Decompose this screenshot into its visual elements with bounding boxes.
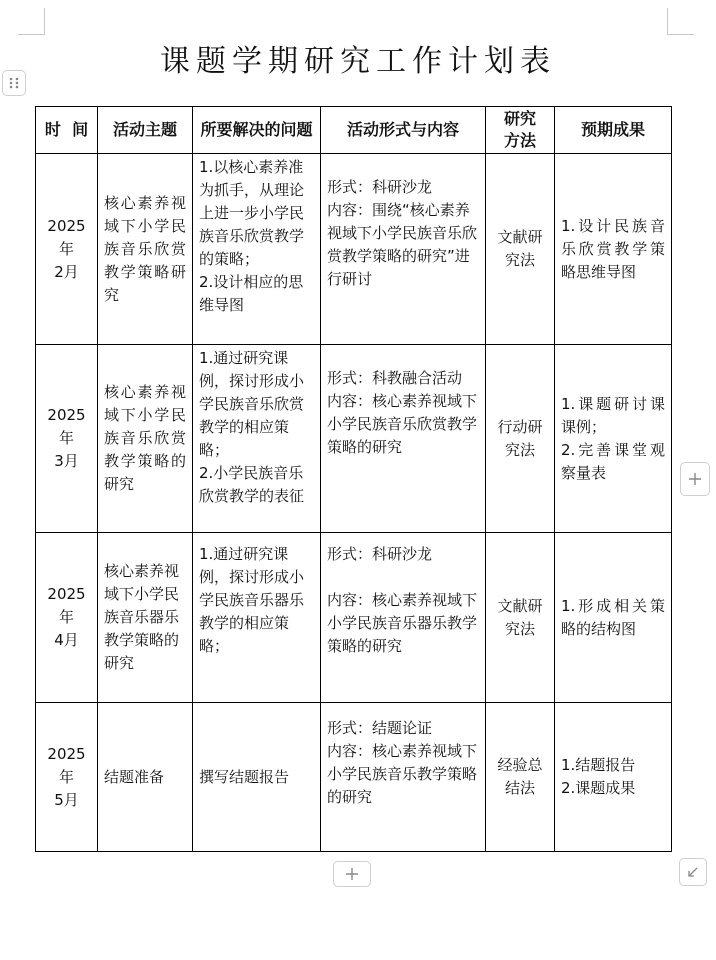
header-theme: 活动主题 bbox=[98, 107, 193, 154]
cell-theme[interactable]: 核心素养视域下小学民族音乐欣赏教学策略研究 bbox=[98, 154, 193, 345]
crop-mark-top-left bbox=[18, 8, 45, 35]
cell-problem[interactable]: 撰写结题报告 bbox=[193, 703, 321, 852]
cell-form[interactable]: 形式：科研沙龙 内容：围绕“核心素养视域下小学民族音乐欣赏教学策略的研究”进行研讨 bbox=[321, 154, 486, 345]
plan-table bbox=[35, 106, 672, 852]
header-form: 活动形式与内容 bbox=[321, 107, 486, 154]
resize-corner-icon bbox=[686, 865, 700, 879]
cell-form[interactable]: 形式：科教融合活动 内容：核心素养视域下小学民族音乐欣赏教学策略的研究 bbox=[321, 345, 486, 533]
add-row-button[interactable] bbox=[333, 861, 371, 887]
header-problem: 所要解决的问题 bbox=[193, 107, 321, 154]
cell-outcome[interactable]: 1.形成相关策略的结构图 bbox=[555, 533, 672, 703]
crop-mark-top-right bbox=[667, 8, 694, 35]
page-title: 课题学期研究工作计划表 bbox=[160, 44, 556, 79]
cell-theme[interactable]: 核心素养视域下小学民族音乐欣赏教学策略的研究 bbox=[98, 345, 193, 533]
cell-method[interactable]: 经验总结法 bbox=[486, 703, 555, 852]
cell-method[interactable]: 行动研究法 bbox=[486, 345, 555, 533]
add-column-button[interactable] bbox=[680, 462, 710, 496]
table-resize-handle[interactable] bbox=[679, 858, 707, 886]
table-header-row bbox=[36, 107, 672, 154]
cell-problem[interactable]: 1.以核心素养准为抓手，从理论上进一步小学民族音乐欣赏教学的策略； 2.设计相应的思维导图 bbox=[193, 154, 321, 345]
cell-form[interactable]: 形式：结题论证 内容：核心素养视域下小学民族音乐教学策略的研究 bbox=[321, 703, 486, 852]
table-row bbox=[36, 154, 672, 345]
plus-icon bbox=[345, 867, 359, 881]
cell-problem[interactable]: 1.通过研究课例，探讨形成小学民族音乐器乐教学的相应策略； bbox=[193, 533, 321, 703]
cell-theme[interactable]: 核心素养视域下小学民族音乐器乐教学策略的研究 bbox=[98, 533, 193, 703]
cell-form[interactable]: 形式：科研沙龙 内容：核心素养视域下小学民族音乐器乐教学策略的研究 bbox=[321, 533, 486, 703]
header-outcome: 预期成果 bbox=[555, 107, 672, 154]
cell-time[interactable]: 2025 年 3月 bbox=[36, 345, 98, 533]
cell-time[interactable]: 2025 年 5月 bbox=[36, 703, 98, 852]
cell-method[interactable]: 文献研究法 bbox=[486, 154, 555, 345]
cell-method[interactable]: 文献研究法 bbox=[486, 533, 555, 703]
cell-time[interactable]: 2025 年 2月 bbox=[36, 154, 98, 345]
cell-time[interactable]: 2025 年 4月 bbox=[36, 533, 98, 703]
table-row bbox=[36, 703, 672, 852]
cell-outcome[interactable]: 1.设计民族音乐欣赏教学策略思维导图 bbox=[555, 154, 672, 345]
cell-problem[interactable]: 1.通过研究课例，探讨形成小学民族音乐欣赏教学的相应策略； 2.小学民族音乐欣赏教学的表征 bbox=[193, 345, 321, 533]
cell-outcome[interactable]: 1.课题研讨课课例； 2.完善课堂观察量表 bbox=[555, 345, 672, 533]
cell-theme[interactable]: 结题准备 bbox=[98, 703, 193, 852]
header-method: 研究方法 bbox=[486, 107, 555, 154]
plus-icon bbox=[688, 472, 702, 486]
header-time: 时 间 bbox=[36, 107, 98, 154]
table-row bbox=[36, 533, 672, 703]
table-row bbox=[36, 345, 672, 533]
cell-outcome[interactable]: 1.结题报告 2.课题成果 bbox=[555, 703, 672, 852]
